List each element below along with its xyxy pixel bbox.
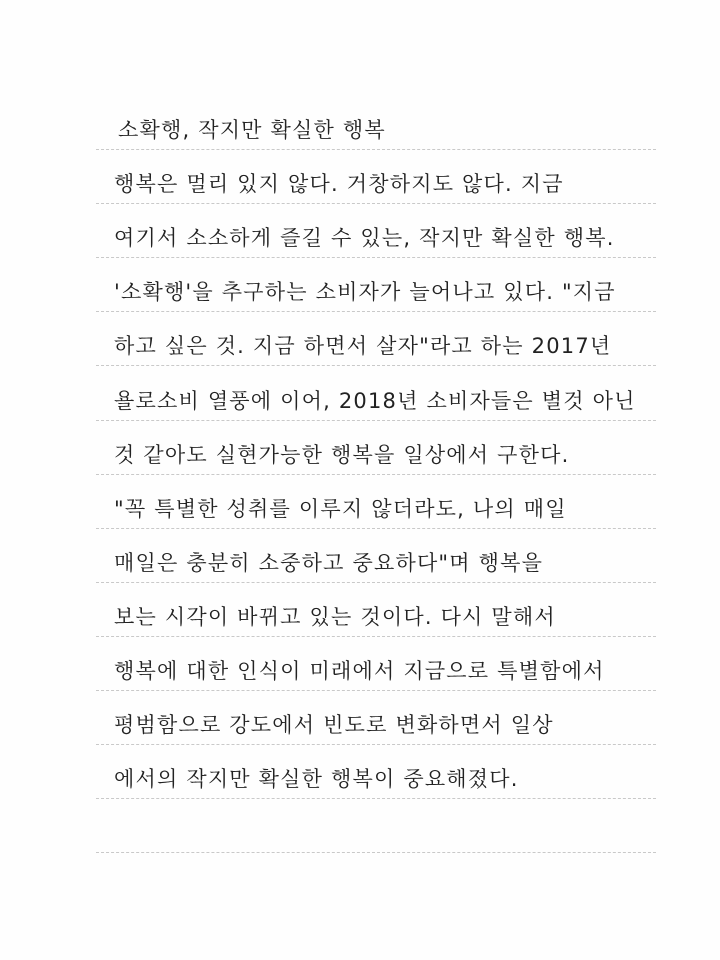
line-text: "꼭 특별한 성취를 이루지 않더라도, 나의 매일 (114, 496, 567, 521)
line-text: 욜로소비 열풍에 이어, 2018년 소비자들은 별것 아닌 (114, 388, 636, 413)
title-line (96, 96, 656, 150)
line-text: 하고 싶은 것. 지금 하면서 살자"라고 하는 2017년 (114, 334, 612, 359)
line-text: 에서의 작지만 확실한 행복이 중요해졌다. (114, 767, 519, 792)
text-line (96, 745, 656, 799)
document-title: 소확행, 작지만 확실한 행복 (118, 118, 386, 143)
text-line (96, 529, 656, 583)
line-text: 행복은 멀리 있지 않다. 거창하지도 않다. 지금 (114, 172, 564, 197)
blank-line (96, 799, 656, 853)
line-text: 것 같아도 실현가능한 행복을 일상에서 구한다. (114, 442, 570, 467)
handwritten-page (96, 96, 656, 853)
line-text: 평범함으로 강도에서 빈도로 변화하면서 일상 (114, 713, 554, 738)
text-line (96, 258, 656, 312)
text-line (96, 312, 656, 366)
text-line (96, 204, 656, 258)
line-text: 보는 시각이 바뀌고 있는 것이다. 다시 말해서 (114, 604, 556, 629)
line-text: '소확행'을 추구하는 소비자가 늘어나고 있다. "지금 (114, 280, 616, 305)
text-line (96, 421, 656, 475)
text-line (96, 637, 656, 691)
text-line (96, 691, 656, 745)
line-text: 행복에 대한 인식이 미래에서 지금으로 특별함에서 (114, 659, 605, 684)
line-text: 여기서 소소하게 즐길 수 있는, 작지만 확실한 행복. (114, 226, 615, 251)
text-line (96, 150, 656, 204)
text-line (96, 475, 656, 529)
text-line (96, 583, 656, 637)
line-text: 매일은 충분히 소중하고 중요하다"며 행복을 (114, 550, 544, 575)
text-line (96, 366, 656, 420)
